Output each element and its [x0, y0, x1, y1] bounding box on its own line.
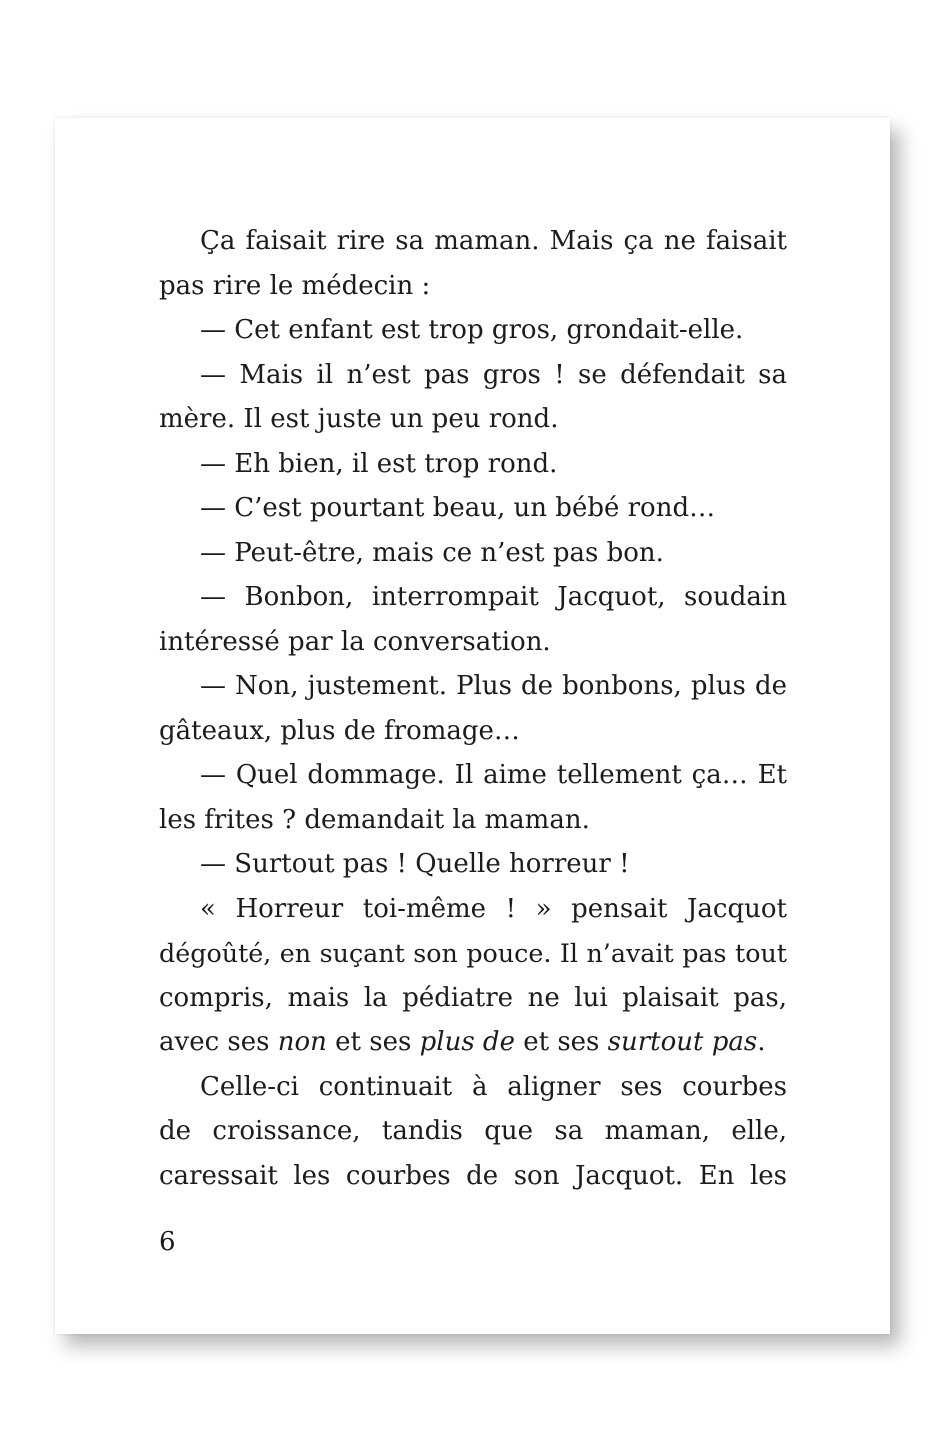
text-line: gâteaux, plus de fromage…: [159, 715, 520, 746]
page-text: [159, 219, 787, 1198]
italic-text: surtout pas: [607, 1027, 758, 1057]
page-number: 6: [159, 1227, 176, 1257]
dialogue-line: — Quel dommage. Il aime tellement ça… Et: [200, 760, 787, 790]
dialogue-line: — Peut-être, mais ce n’est pas bon.: [200, 537, 664, 568]
text-line: pas rire le médecin :: [159, 270, 431, 301]
text-run: avec ses: [159, 1027, 278, 1057]
text-run: et ses: [326, 1027, 420, 1057]
text-run: .: [757, 1027, 766, 1057]
text-line: dégoûté, en suçant son pouce. Il n’avait pas tout: [159, 938, 787, 968]
text-line: caressait les courbes de son Jacquot. En les: [159, 1160, 787, 1191]
book-page: [55, 118, 890, 1334]
text-line: intéressé par la conversation.: [159, 626, 551, 657]
text-line: compris, mais la pédiatre ne lui plaisait pas,: [159, 982, 787, 1013]
dialogue-line: — Bonbon, interrompait Jacquot, soudain: [200, 582, 787, 612]
dialogue-line: — Surtout pas ! Quelle horreur !: [200, 849, 630, 879]
text-run: et ses: [514, 1027, 608, 1057]
text-line: Celle-ci continuait à aligner ses courbes: [200, 1071, 787, 1102]
dialogue-line: — Mais il n’est pas gros ! se défendait sa: [200, 359, 787, 390]
dialogue-line: — Cet enfant est trop gros, grondait-elle.: [200, 315, 744, 345]
italic-text: non: [277, 1027, 327, 1057]
dialogue-line: — Non, justement. Plus de bonbons, plus de: [200, 671, 787, 701]
text-line: « Horreur toi-même ! » pensait Jacquot: [200, 893, 787, 924]
text-line: Ça faisait rire sa maman. Mais ça ne faisait: [200, 226, 787, 256]
text-line-with-italics: [159, 1020, 787, 1065]
italic-text: plus de: [419, 1027, 515, 1057]
dialogue-line: — C’est pourtant beau, un bébé rond…: [200, 493, 716, 523]
text-line: les frites ? demandait la maman.: [159, 804, 590, 835]
text-line: mère. Il est juste un peu rond.: [159, 404, 559, 434]
dialogue-line: — Eh bien, il est trop rond.: [200, 448, 558, 479]
text-line: de croissance, tandis que sa maman, elle,: [159, 1116, 787, 1146]
